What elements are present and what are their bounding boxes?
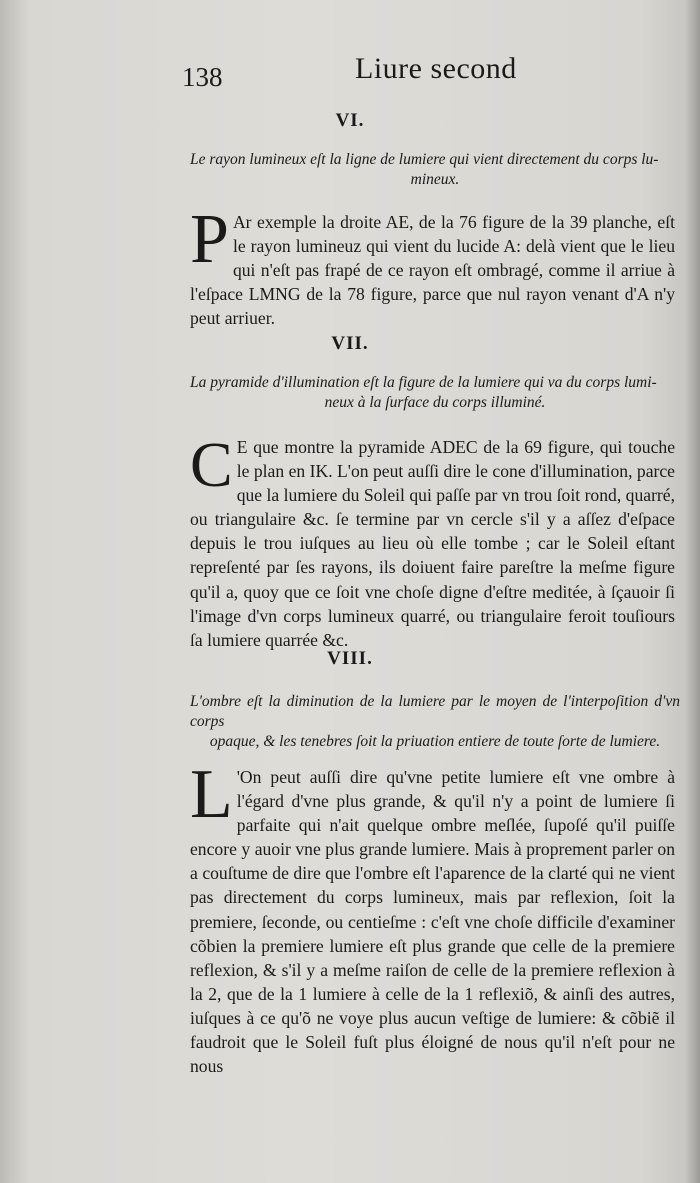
definition-line: neux à la ſurface du corps illuminé.	[324, 394, 546, 411]
drop-capital: P	[190, 201, 229, 278]
section-number: VI.	[335, 110, 365, 131]
paragraph	[190, 756, 675, 1078]
page-number: 138	[182, 62, 223, 92]
definition-line: opaque, & les tenebres ſoit la priuation entiere de toute ſorte de lumiere.	[209, 733, 661, 750]
definition-line: Le rayon lumineux eſt la ligne de lumiere qui vient directement du corps lu-	[190, 151, 659, 168]
show-through	[300, 62, 306, 89]
definition-line: La pyramide d'illumination eſt la figure de la lumiere qui va du corps lumi-	[190, 374, 657, 391]
drop-capital: C	[190, 429, 233, 500]
definition	[190, 373, 680, 413]
paragraph	[190, 201, 675, 330]
definition	[190, 150, 680, 190]
drop-capital: L	[190, 756, 233, 833]
paragraph-text: E que montre la pyramide ADEC de la 69 figure, qui touche le plan en IK. L'on peut auſſi dire le cone d'illumination, parce que la lumiere du Soleil qui paſſe par vn trou ſoit rond, quarré, ou triangulaire &c. ſe termine par vn cercle s'il y a aſſez d'eſpace depuis le trou iuſques au lieu où elle tombe ; car le Soleil eſtant repreſenté par ſes rayons, ils doiuent faire pareſtre la meſme figure qu'il a, quoy que ce ſoit vne choſe digne d'eſtre meditée, à ſçauoir ſi l'image d'vn corps lumineux quarré, ou triangulaire feroit touſiours ſa lumiere quarrée &c.	[190, 437, 675, 650]
definition-line: L'ombre eſt la diminution de la lumiere par le moyen de l'interpoſition d'vn corps	[190, 693, 680, 730]
section-number: VIII.	[327, 648, 373, 669]
paragraph-text: Ar exemple la droite AE, de la 76 figure de la 39 planche, eſt le rayon lumineuz qui vient du lucide A: delà vient que le lieu qui n'eſt pas frapé de ce rayon eſt ombragé, comme il arriue à l'eſpace LMNG de la 78 figure, parce que nul rayon venant d'A n'y peut arriuer.	[190, 212, 675, 329]
section-number: VII.	[331, 333, 369, 354]
definition	[190, 692, 680, 752]
definition-line: mineux.	[410, 171, 460, 188]
running-title: Liure second	[355, 52, 517, 85]
paragraph-text: 'On peut auſſi dire qu'vne petite lumiere eſt vne ombre à l'égard d'vne plus grande, & qu'il n'y a point de lumiere ſi parfaite qui n'ait quelque ombre meſlée, ſupoſé qu'il puiſſe encore y auoir vne plus grande lumiere. Mais à proprement parler on a couſtume de dire que l'ombre eſt l'aparence de la clarté qui ne vient pas directement du corps lumineux, mais par reflexion, ſoit la premiere, ſeconde, ou centieſme : c'eſt vne choſe difficile d'examiner cõbien la premiere lumiere eſt plus grande que celle de la premiere reflexion, & s'il y a meſme raiſon de celle de la premiere reflexion à la 2, que de la 1 lumiere à celle de la 1 reflexiõ, & ainſi des autres, iuſques à ce qu'õ ne voye plus aucun veſtige de lumiere: & cõbiẽ il faudroit que le Soleil fuſt plus éloigné de nous qu'il n'eſt pour ne nous	[190, 767, 675, 1077]
paragraph	[190, 429, 675, 652]
